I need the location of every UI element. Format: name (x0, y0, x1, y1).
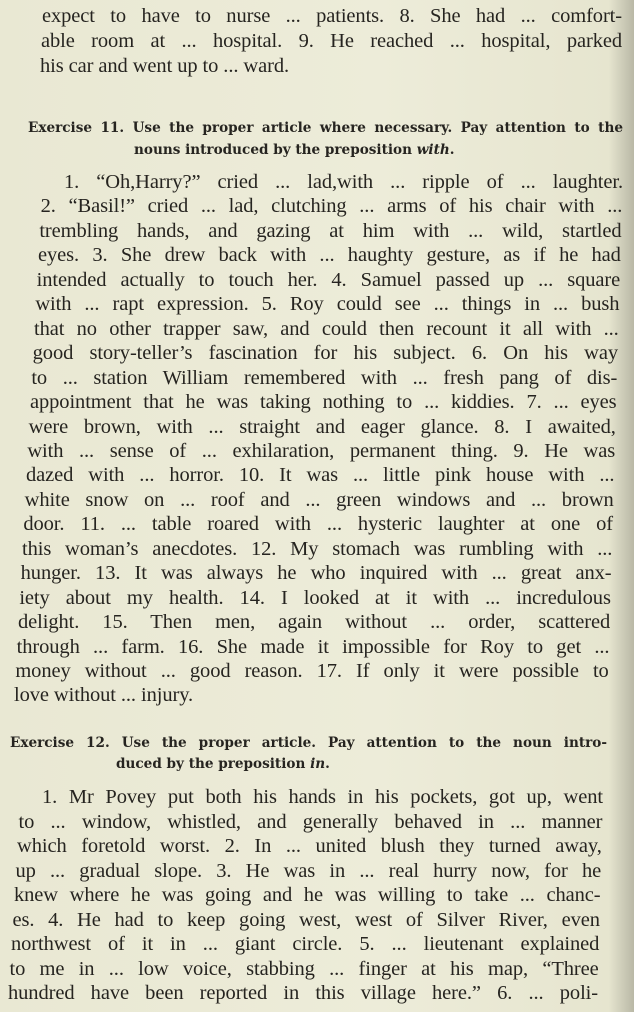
text-line: expect to have to nurse ... patients. 8. She had ... comfort- (42, 5, 622, 27)
heading-end: . (449, 142, 455, 158)
text-line: were brown, with ... straight and eager glance. 8. I awaited, (28, 415, 616, 438)
text-line: that no other trapper saw, and could then recount it all with ... (34, 317, 619, 340)
text-line: with ... sense of ... exhilaration, permanent thing. 9. He was (27, 439, 616, 462)
text-line: iety about my health. 14. I looked at it with ... incredulous (19, 586, 611, 609)
text-line: door. 11. ... table roared with ... hysteric laughter at one of (23, 513, 613, 536)
exercise-12-heading-line-2 (116, 753, 516, 775)
heading-end: . (325, 756, 330, 772)
text-line: hunger. 13. It was always he who inquired with ... great anx- (20, 562, 612, 585)
text-line: trembling hands, and gazing at him with ... wild, startled (39, 219, 622, 242)
text-line: intended actually to touch her. 4. Samuel passed up ... square (36, 268, 621, 291)
text-line: eyes. 3. She drew back with ... haughty gesture, as if he had (38, 244, 621, 267)
text-line: through ... farm. 16. She made it impossible for Roy to get ... (16, 635, 610, 658)
heading-text: nouns introduced by the preposition (134, 142, 417, 158)
text-line: hundred have been reported in this village here.” 6. ... poli- (8, 982, 598, 1004)
heading-text: duced by the preposition (116, 756, 311, 772)
text-line: his car and went up to ... ward. (40, 55, 289, 77)
exercise-12-heading-line-1: Exercise 12. Use the proper article. Pay attention to the noun intro- (10, 735, 607, 751)
exercise-11-heading-line-1: Exercise 11. Use the proper article where necessary. Pay attention to the (28, 120, 623, 136)
text-line: this woman’s anecdotes. 12. My stomach was rumbling with ... (22, 537, 613, 560)
text-line: to ... window, whistled, and generally behaved in ... manner (18, 810, 603, 833)
text-line: delight. 15. Then men, again without ... order, scattered (18, 611, 611, 634)
text-line: 1. “Oh,Harry?” cried ... lad,with ... ripple of ... laughter. (64, 171, 623, 193)
heading-italic: with (416, 142, 450, 158)
text-line: which foretold worst. 2. In ... united blush they turned away, (17, 835, 602, 857)
text-line: 2. “Basil!” cried ... lad, clutching ... arms of his chair with ... (40, 195, 623, 218)
text-line: es. 4. He had to keep going west, west of Silver River, even (12, 908, 600, 931)
exercise-11-heading-line-2 (134, 139, 594, 161)
text-line: love without ... injury. (14, 684, 194, 707)
text-line: able room at ... hospital. 9. He reached ... hospital, parked (41, 30, 622, 52)
text-line: good story-teller’s fascination for his subject. 6. On his way (32, 342, 618, 365)
text-line: to ... station William remembered with ... fresh pang of dis- (31, 366, 618, 389)
text-line: to me in ... low voice, stabbing ... finger at his map, “Three (9, 957, 599, 980)
text-line: with ... rapt expression. 5. Roy could see ... things in ... bush (35, 293, 620, 316)
text-line: dazed with ... horror. 10. It was ... little pink house with ... (26, 464, 615, 487)
text-line: 1. Mr Povey put both his hands in his pockets, got up, went (42, 786, 603, 808)
text-line: white snow on ... roof and ... green windows and ... brown (24, 488, 614, 511)
text-line: up ... gradual slope. 3. He was in ... real hurry now, for he (15, 859, 602, 882)
text-line: money without ... good reason. 17. If only it were possible to (15, 660, 609, 682)
text-line: northwest of it in ... giant circle. 5. ... lieutenant explained (11, 933, 600, 955)
heading-italic: in (310, 756, 326, 772)
text-line: knew where he was going and he was willing to take ... chanc- (14, 884, 601, 906)
text-line: appointment that he was taking nothing to ... kiddies. 7. ... eyes (30, 391, 617, 414)
